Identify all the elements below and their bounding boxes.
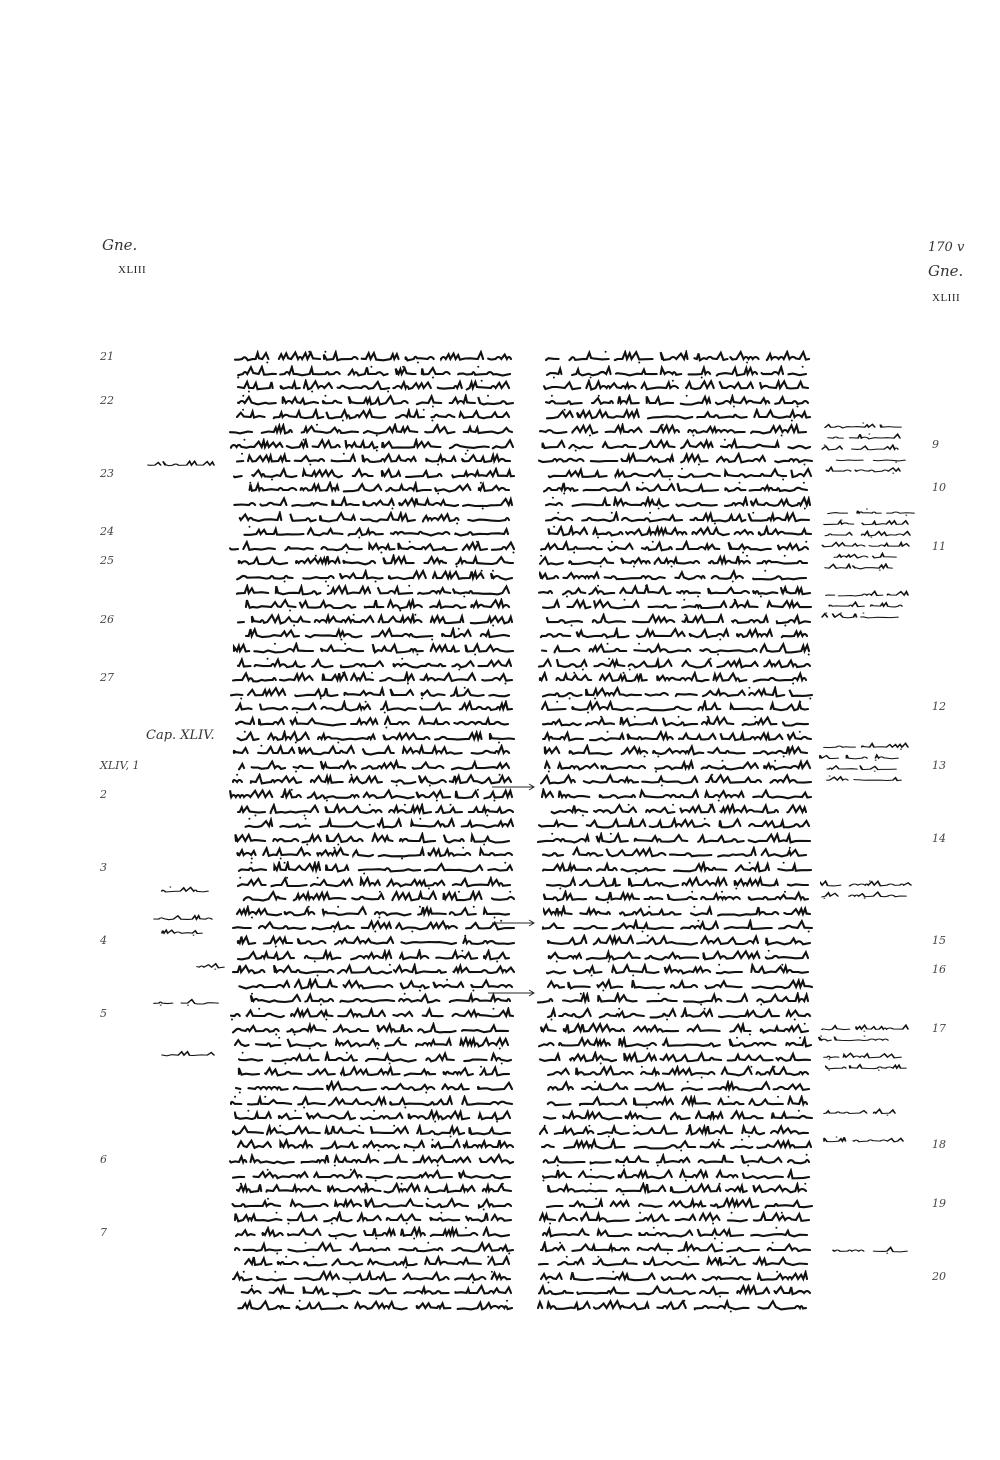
manuscript-line — [231, 1270, 512, 1284]
marginal-gloss — [820, 880, 913, 888]
marginal-gloss — [820, 1024, 910, 1032]
marginal-gloss — [822, 1136, 905, 1144]
manuscript-line — [235, 408, 511, 422]
verse-number: 17 — [932, 1021, 946, 1035]
manuscript-line — [544, 350, 811, 364]
verse-number: 4 — [100, 934, 107, 947]
manuscript-line — [231, 919, 516, 933]
verse-number: 18 — [932, 1138, 946, 1152]
manuscript-line — [537, 584, 812, 598]
manuscript-line — [538, 423, 808, 437]
marginal-gloss — [820, 444, 900, 452]
verse-number: 22 — [100, 393, 114, 407]
marginal-gloss — [823, 764, 898, 772]
verse-number: 26 — [100, 612, 114, 626]
manuscript-line — [236, 657, 513, 671]
manuscript-line — [545, 408, 812, 422]
verse-number: 24 — [100, 525, 114, 539]
manuscript-line — [546, 1007, 812, 1021]
marginal-gloss — [152, 998, 220, 1006]
manuscript-line — [234, 1299, 514, 1313]
verse-number: 23 — [100, 466, 114, 480]
manuscript-line — [546, 978, 814, 992]
marginal-gloss — [822, 1052, 903, 1060]
marginal-gloss — [822, 552, 898, 560]
manuscript-line — [538, 1124, 810, 1138]
marginal-gloss — [822, 742, 910, 750]
manuscript-line — [537, 657, 812, 671]
manuscript-line — [538, 671, 808, 685]
verse-number: 11 — [932, 539, 946, 553]
marginal-gloss — [823, 563, 894, 571]
manuscript-line — [537, 540, 810, 554]
manuscript-line — [237, 861, 514, 875]
manuscript-line — [237, 554, 515, 568]
manuscript-line — [543, 905, 812, 919]
marginal-gloss — [823, 530, 912, 538]
left-text-column — [228, 350, 516, 1290]
manuscript-line — [233, 350, 513, 364]
pointer-arrow — [488, 982, 536, 990]
manuscript-line — [228, 1153, 515, 1167]
right-running-head: Gne. — [928, 262, 964, 280]
marginal-gloss — [820, 612, 900, 620]
manuscript-line — [541, 1226, 809, 1240]
marginal-gloss — [821, 541, 911, 549]
manuscript-line — [229, 438, 515, 452]
manuscript-line — [237, 481, 511, 495]
manuscript-line — [236, 846, 514, 860]
pointer-arrow — [492, 912, 536, 920]
manuscript-line — [235, 584, 511, 598]
manuscript-line — [236, 1255, 511, 1269]
verse-number: XLIV, 1 — [100, 758, 140, 772]
manuscript-line — [538, 1211, 811, 1225]
marginal-gloss — [825, 466, 902, 474]
manuscript-line — [233, 1036, 510, 1050]
manuscript-line — [542, 481, 809, 495]
marginal-gloss — [152, 914, 214, 922]
manuscript-line — [541, 598, 813, 612]
manuscript-line — [236, 613, 514, 627]
manuscript-line — [541, 686, 814, 700]
manuscript-line — [541, 861, 813, 875]
manuscript-line — [236, 934, 516, 948]
manuscript-line — [234, 1109, 512, 1123]
manuscript-line — [545, 963, 810, 977]
marginal-gloss — [822, 1108, 897, 1116]
marginal-gloss — [190, 962, 226, 970]
manuscript-line — [228, 540, 516, 554]
manuscript-line — [237, 1051, 513, 1065]
marginal-gloss — [825, 775, 903, 783]
manuscript-line — [234, 627, 511, 641]
manuscript-line — [545, 876, 810, 890]
marginal-gloss — [822, 519, 910, 527]
verse-number: 5 — [100, 1007, 107, 1020]
marginal-gloss — [826, 508, 916, 516]
chapter-heading: Cap. XLIV. — [146, 728, 215, 743]
manuscript-line — [540, 1138, 813, 1152]
manuscript-line — [541, 715, 810, 729]
verse-number: 19 — [932, 1196, 946, 1210]
verse-number: 7 — [100, 1226, 107, 1239]
verse-number: 21 — [100, 350, 114, 363]
manuscript-line — [541, 1168, 811, 1182]
manuscript-line — [542, 1109, 814, 1123]
manuscript-line — [536, 992, 810, 1006]
manuscript-line — [228, 1197, 513, 1211]
manuscript-line — [234, 715, 510, 729]
manuscript-line — [538, 554, 809, 568]
manuscript-line — [541, 730, 813, 744]
marginal-gloss — [823, 455, 907, 463]
manuscript-line — [231, 1124, 512, 1138]
manuscript-line — [543, 803, 808, 817]
manuscript-line — [544, 511, 811, 525]
verse-number: 20 — [932, 1269, 946, 1283]
marginal-gloss — [825, 601, 904, 609]
manuscript-line — [546, 613, 812, 627]
manuscript-line — [539, 525, 813, 539]
marginal-gloss — [818, 1035, 890, 1043]
manuscript-line — [236, 876, 512, 890]
verse-number: 10 — [932, 481, 946, 495]
manuscript-line — [543, 744, 809, 758]
manuscript-line — [237, 1065, 511, 1079]
marginal-gloss — [825, 1063, 908, 1071]
manuscript-line — [536, 1299, 808, 1313]
manuscript-line — [540, 1022, 810, 1036]
manuscript-line — [234, 1284, 513, 1298]
marginal-gloss — [146, 460, 216, 468]
manuscript-line — [235, 1182, 513, 1196]
verse-number: 25 — [100, 554, 114, 568]
pointer-arrow — [492, 776, 536, 784]
manuscript-line — [229, 1095, 514, 1109]
manuscript-line — [230, 511, 511, 525]
manuscript-line — [235, 452, 512, 466]
manuscript-line — [237, 759, 511, 773]
verse-number: 12 — [932, 700, 946, 714]
manuscript-line — [536, 832, 812, 846]
verse-number: 14 — [932, 831, 946, 845]
manuscript-line — [233, 365, 512, 379]
marginal-gloss — [824, 590, 910, 598]
manuscript-line — [540, 700, 810, 714]
manuscript-line — [235, 730, 516, 744]
manuscript-line — [229, 1007, 515, 1021]
folio-number: 170 v — [928, 240, 965, 255]
manuscript-line — [544, 394, 810, 408]
manuscript-line — [537, 1036, 813, 1050]
manuscript-line — [236, 803, 515, 817]
manuscript-line — [230, 496, 514, 510]
verse-number: 16 — [932, 963, 946, 977]
manuscript-line — [234, 1226, 511, 1240]
verse-number: 27 — [100, 671, 114, 685]
manuscript-line — [546, 1065, 810, 1079]
manuscript-line — [537, 438, 812, 452]
verse-number: 13 — [932, 758, 946, 772]
marginal-gloss — [818, 753, 900, 761]
right-text-column — [536, 350, 814, 1290]
manuscript-line — [232, 744, 511, 758]
manuscript-line — [237, 598, 511, 612]
manuscript-line — [539, 627, 809, 641]
manuscript-line — [236, 394, 515, 408]
left-running-head: Gne. — [102, 236, 138, 254]
manuscript-line — [238, 992, 512, 1006]
marginal-gloss — [160, 928, 204, 936]
manuscript-line — [232, 467, 516, 481]
marginal-gloss — [826, 433, 902, 441]
manuscript-line — [545, 1197, 814, 1211]
manuscript-line — [543, 890, 810, 904]
manuscript-line — [539, 773, 813, 787]
manuscript-line — [234, 1080, 514, 1094]
manuscript-line — [540, 642, 811, 656]
manuscript-line — [541, 1153, 811, 1167]
manuscript-line — [236, 379, 511, 393]
manuscript-line — [236, 1138, 515, 1152]
manuscript-line — [541, 919, 814, 933]
manuscript-line — [231, 1022, 510, 1036]
marginal-gloss — [152, 886, 210, 894]
manuscript-line — [539, 1241, 812, 1255]
manuscript-line — [545, 365, 808, 379]
manuscript-line — [545, 1095, 809, 1109]
manuscript-line — [539, 1182, 808, 1196]
left-chapter-number: XLIII — [118, 264, 147, 276]
marginal-gloss — [820, 1246, 909, 1254]
manuscript-line — [537, 1284, 812, 1298]
manuscript-line — [234, 890, 516, 904]
manuscript-line — [235, 525, 510, 539]
marginal-gloss — [823, 422, 903, 430]
manuscript-line — [540, 788, 813, 802]
marginal-gloss — [820, 891, 908, 899]
manuscript-line — [538, 1051, 812, 1065]
manuscript-line — [537, 1255, 809, 1269]
manuscript-line — [543, 379, 810, 393]
manuscript-line — [229, 569, 514, 583]
manuscript-line — [236, 949, 511, 963]
manuscript-line — [539, 1270, 809, 1284]
right-chapter-number: XLIII — [932, 292, 961, 304]
manuscript-line — [229, 788, 514, 802]
manuscript-line — [231, 773, 513, 787]
manuscript-line — [232, 642, 515, 656]
manuscript-line — [231, 1168, 512, 1182]
manuscript-line — [539, 569, 808, 583]
manuscript-line — [537, 817, 811, 831]
manuscript-line — [234, 700, 514, 714]
manuscript-line — [235, 817, 515, 831]
verse-number: 6 — [100, 1153, 107, 1166]
manuscript-line — [543, 934, 812, 948]
manuscript-line — [544, 496, 812, 510]
manuscript-line — [233, 1241, 515, 1255]
verse-number: 15 — [932, 934, 946, 947]
manuscript-line — [541, 467, 813, 481]
manuscript-line — [235, 905, 511, 919]
manuscript-line — [233, 1211, 513, 1225]
manuscript-line — [228, 423, 514, 437]
manuscript-line — [541, 846, 808, 860]
verse-number: 2 — [100, 788, 107, 801]
marginal-gloss — [160, 1050, 216, 1058]
manuscript-line — [231, 671, 514, 685]
manuscript-line — [544, 1080, 811, 1094]
manuscript-line — [537, 452, 814, 466]
manuscript-line — [231, 963, 516, 977]
manuscript-line — [538, 949, 810, 963]
manuscript-line — [543, 759, 812, 773]
manuscript-line — [234, 832, 511, 846]
verse-number: 9 — [932, 437, 939, 451]
verse-number: 3 — [100, 861, 107, 874]
manuscript-line — [232, 978, 514, 992]
manuscript-line — [229, 686, 511, 700]
